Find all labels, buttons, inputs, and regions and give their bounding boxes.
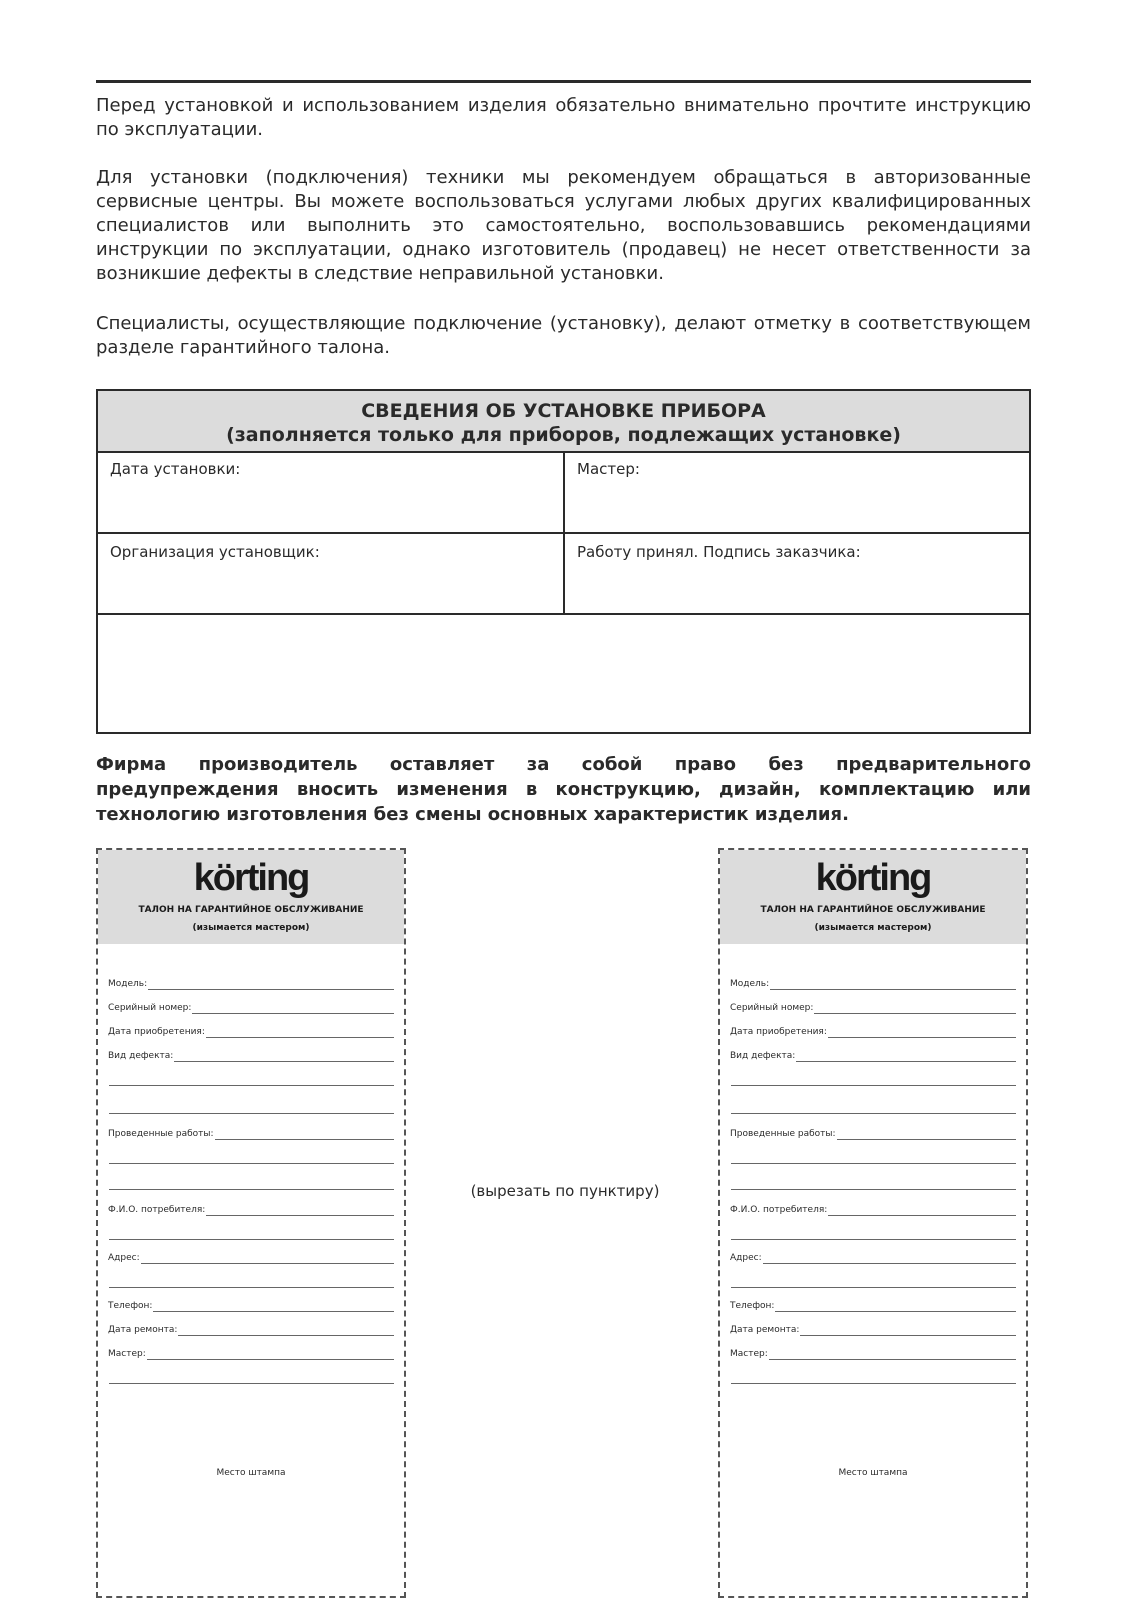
korting-logo: körting (815, 857, 931, 899)
master-field[interactable] (730, 1346, 1016, 1360)
fill-line (800, 1325, 1016, 1336)
fill-line (731, 1373, 1016, 1384)
defect-field[interactable] (108, 1048, 394, 1062)
master-cell[interactable] (565, 451, 1029, 532)
repair-date-field[interactable] (730, 1322, 1016, 1336)
organization-cell[interactable] (98, 534, 563, 613)
master-label: Мастер: (577, 460, 640, 478)
warranty-coupon-left (96, 848, 406, 1598)
coupon-header (720, 850, 1026, 944)
coupon-subtitle: (изымается мастером) (192, 923, 310, 933)
fill-line (109, 1229, 394, 1240)
purchase-date-field[interactable] (108, 1024, 394, 1038)
blank-line[interactable] (108, 1176, 394, 1190)
address-field[interactable] (108, 1250, 394, 1264)
intro-paragraph-2: Для установки (подключения) техники мы рекомендуем обращаться в авторизованные сервисные центры. Вы можете воспользоваться услугами любых других квалифицированных специалистов или выполнить это самостоятельно, воспользовавшись рекомендациями инструкции по эксплуатации, однако изготовитель (продавец) не несет ответственности за возникшие дефекты в следствие неправильной установки. (96, 167, 1031, 284)
master-label: Мастер: (108, 1349, 146, 1359)
works-field[interactable] (108, 1126, 394, 1140)
fill-line (109, 1153, 394, 1164)
defect-label: Вид дефекта: (730, 1051, 796, 1061)
installation-table-title: СВЕДЕНИЯ ОБ УСТАНОВКЕ ПРИБОРА (361, 400, 766, 422)
blank-line[interactable] (108, 1370, 394, 1384)
phone-field[interactable] (730, 1298, 1016, 1312)
repair-date-field[interactable] (108, 1322, 394, 1336)
phone-label: Телефон: (730, 1301, 775, 1311)
fill-line (769, 1349, 1016, 1360)
serial-label: Серийный номер: (730, 1003, 814, 1013)
fill-line (731, 1179, 1016, 1190)
fill-line (731, 1153, 1016, 1164)
phone-field[interactable] (108, 1298, 394, 1312)
blank-line[interactable] (108, 1150, 394, 1164)
blank-line[interactable] (730, 1072, 1016, 1086)
intro-paragraph-3: Специалисты, осуществляющие подключение (установку), делают отметку в соответствующем разделе гарантийного талона. (96, 313, 1031, 358)
fill-line (192, 1003, 394, 1014)
blank-line[interactable] (730, 1370, 1016, 1384)
fill-line (828, 1027, 1016, 1038)
repair-date-label: Дата ремонта: (108, 1325, 178, 1335)
model-field[interactable] (730, 976, 1016, 990)
fill-line (796, 1051, 1016, 1062)
fill-line (141, 1253, 394, 1264)
install-date-cell[interactable] (98, 451, 563, 532)
fill-line (731, 1075, 1016, 1086)
master-label: Мастер: (730, 1349, 768, 1359)
fill-line (109, 1103, 394, 1114)
fill-line (147, 1349, 394, 1360)
fill-line (206, 1027, 394, 1038)
model-label: Модель: (108, 979, 148, 989)
blank-line[interactable] (730, 1176, 1016, 1190)
customer-signature-label: Работу принял. Подпись заказчика: (577, 543, 861, 561)
consumer-label: Ф.И.О. потребителя: (730, 1205, 828, 1215)
fill-line (215, 1129, 394, 1140)
address-label: Адрес: (108, 1253, 140, 1263)
korting-logo: körting (193, 857, 309, 899)
blank-line[interactable] (108, 1226, 394, 1240)
manufacturer-disclaimer: Фирма производитель оставляет за собой право без предварительного предупреждения вносить изменения в конструкцию, дизайн, комплектацию или технологию изготовления без смены основных характеристик изделия. (96, 754, 1031, 825)
fill-line (109, 1277, 394, 1288)
address-label: Адрес: (730, 1253, 762, 1263)
phone-label: Телефон: (108, 1301, 153, 1311)
fill-line (153, 1301, 394, 1312)
consumer-field[interactable] (108, 1202, 394, 1216)
serial-field[interactable] (108, 1000, 394, 1014)
fill-line (174, 1051, 394, 1062)
purchase-date-label: Дата приобретения: (730, 1027, 827, 1037)
defect-field[interactable] (730, 1048, 1016, 1062)
installation-table-header (98, 391, 1029, 453)
consumer-field[interactable] (730, 1202, 1016, 1216)
coupon-title: ТАЛОН НА ГАРАНТИЙНОЕ ОБСЛУЖИВАНИЕ (760, 905, 986, 915)
coupon-subtitle: (изымается мастером) (814, 923, 932, 933)
defect-label: Вид дефекта: (108, 1051, 174, 1061)
intro-paragraph-1: Перед установкой и использованием изделия обязательно внимательно прочтите инструкцию по эксплуатации. (96, 95, 1031, 140)
cut-instruction: (вырезать по пунктиру) (470, 1182, 660, 1200)
blank-line[interactable] (730, 1150, 1016, 1164)
stamp-place: Место штампа (838, 1468, 908, 1478)
purchase-date-label: Дата приобретения: (108, 1027, 205, 1037)
coupon-header (98, 850, 404, 944)
fill-line (148, 979, 394, 990)
model-label: Модель: (730, 979, 770, 989)
blank-line[interactable] (730, 1100, 1016, 1114)
fill-line (814, 1003, 1016, 1014)
master-field[interactable] (108, 1346, 394, 1360)
blank-line[interactable] (730, 1226, 1016, 1240)
blank-cell[interactable] (98, 615, 1029, 732)
fill-line (731, 1103, 1016, 1114)
fill-line (828, 1205, 1016, 1216)
installation-table-subtitle: (заполняется только для приборов, подлежащих установке) (226, 424, 901, 446)
consumer-label: Ф.И.О. потребителя: (108, 1205, 206, 1215)
fill-line (178, 1325, 394, 1336)
stamp-place: Место штампа (216, 1468, 286, 1478)
fill-line (731, 1229, 1016, 1240)
model-field[interactable] (108, 976, 394, 990)
serial-field[interactable] (730, 1000, 1016, 1014)
blank-line[interactable] (108, 1072, 394, 1086)
fill-line (206, 1205, 394, 1216)
blank-line[interactable] (108, 1274, 394, 1288)
fill-line (763, 1253, 1016, 1264)
fill-line (775, 1301, 1016, 1312)
top-rule (96, 80, 1031, 83)
blank-line[interactable] (108, 1100, 394, 1114)
fill-line (731, 1277, 1016, 1288)
purchase-date-field[interactable] (730, 1024, 1016, 1038)
install-date-label: Дата установки: (110, 460, 241, 478)
warranty-coupon-right (718, 848, 1028, 1598)
works-label: Проведенные работы: (730, 1129, 836, 1139)
fill-line (109, 1075, 394, 1086)
repair-date-label: Дата ремонта: (730, 1325, 800, 1335)
works-label: Проведенные работы: (108, 1129, 214, 1139)
installation-info-table (96, 389, 1031, 734)
fill-line (770, 979, 1016, 990)
fill-line (109, 1179, 394, 1190)
blank-line[interactable] (730, 1274, 1016, 1288)
serial-label: Серийный номер: (108, 1003, 192, 1013)
fill-line (837, 1129, 1016, 1140)
works-field[interactable] (730, 1126, 1016, 1140)
organization-label: Организация установщик: (110, 543, 320, 561)
coupon-title: ТАЛОН НА ГАРАНТИЙНОЕ ОБСЛУЖИВАНИЕ (138, 905, 364, 915)
address-field[interactable] (730, 1250, 1016, 1264)
customer-signature-cell[interactable] (565, 534, 1029, 613)
fill-line (109, 1373, 394, 1384)
